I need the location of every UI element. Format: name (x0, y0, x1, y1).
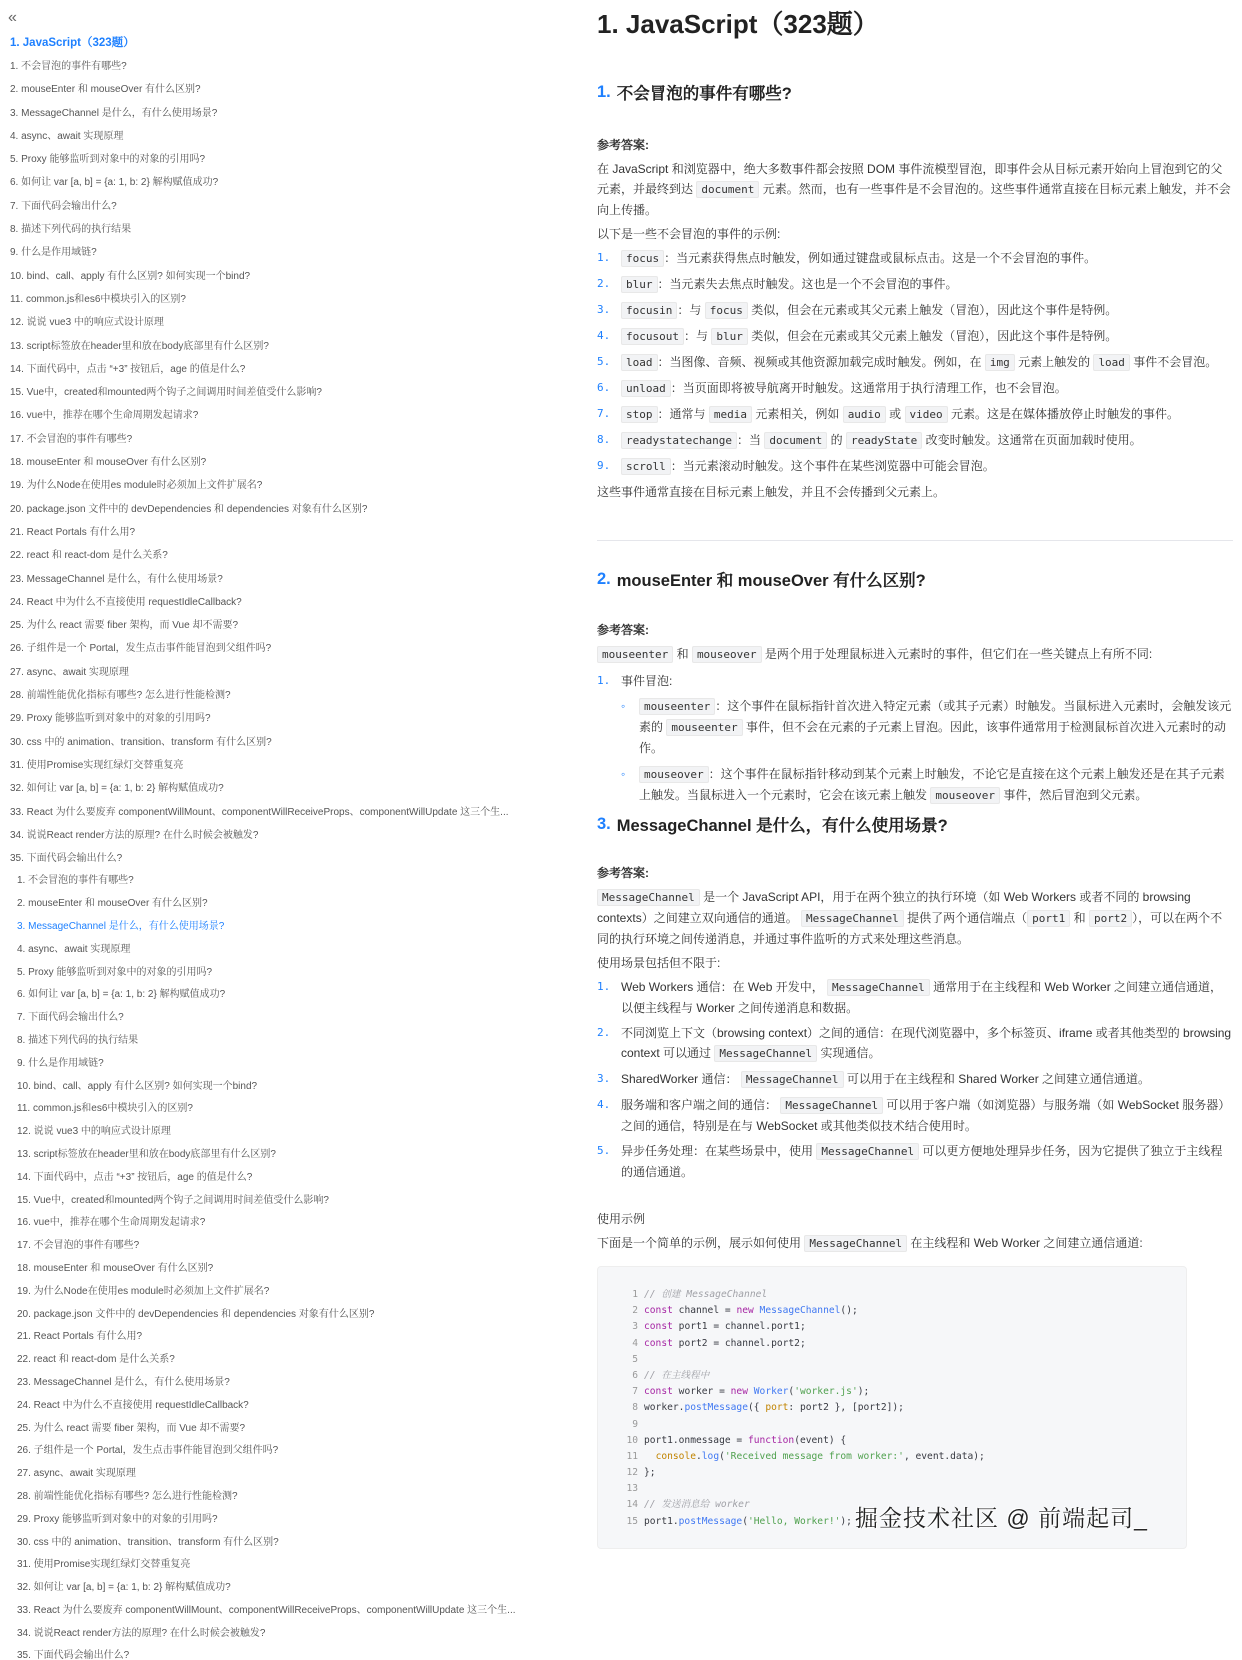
list-item (597, 274, 1233, 295)
list-number: 1. (597, 251, 611, 264)
code-token: 'Hello, Worker!' (747, 1515, 841, 1527)
code-token: ); (840, 1515, 852, 1527)
code-token: , event.data); (903, 1450, 985, 1462)
toc-subitem[interactable]: 27. async、await 实现原理 (17, 1468, 136, 1480)
text: ：当图像、音频、视频或其他资源加载完成时触发。例如，在 (657, 355, 982, 369)
list-item (597, 1095, 1233, 1136)
code-line (618, 1384, 1186, 1400)
code-token: ( (742, 1515, 748, 1527)
text: 和 (676, 647, 689, 661)
text: ：通常与 (657, 407, 706, 421)
toc-item[interactable]: 18. mouseEnter 和 mouseOver 有什么区别? (10, 457, 207, 469)
toc-subitem[interactable]: 1. 不会冒泡的事件有哪些? (17, 875, 134, 887)
code-token: Worker (753, 1386, 789, 1398)
toc-subitem[interactable]: 8. 描述下列代码的执行结果 (17, 1034, 139, 1046)
q3-scenes-intro: 使用场景包括但不限于: (597, 956, 721, 970)
code-token: port2 = channel.port2; (672, 1337, 806, 1349)
list-number: 9. (597, 459, 611, 472)
q1-list-intro: 以下是一些不会冒泡的事件的示例: (597, 227, 781, 241)
toc-item[interactable]: 6. 如何让 var [a, b] = {a: 1, b: 2} 解构赋值成功? (10, 177, 219, 189)
code-line (618, 1287, 1186, 1303)
line-number: 9 (632, 1418, 638, 1430)
list-item (597, 977, 1233, 1018)
list-number: 3. (597, 303, 611, 316)
toc-subitem[interactable]: 29. Proxy 能够监听到对象中的对象的引用吗? (17, 1513, 218, 1525)
toc-item[interactable]: 24. React 中为什么不直接使用 requestIdleCallback? (10, 596, 242, 608)
inline-code: unload (621, 380, 671, 397)
list-item (597, 378, 1233, 399)
question-3-heading (597, 812, 1233, 836)
inline-code: MessageChannel (714, 1045, 817, 1062)
inline-code: stop (621, 406, 658, 423)
toc-subitem[interactable]: 18. mouseEnter 和 mouseOver 有什么区别? (17, 1262, 214, 1274)
inline-code: load (1093, 354, 1130, 371)
toc-subitem[interactable]: 28. 前端性能优化指标有哪些? 怎么进行性能检测? (17, 1490, 238, 1502)
code-token: new (730, 1386, 748, 1398)
toc-subitem[interactable]: 35. 下面代码会输出什么? (17, 1650, 130, 1660)
inline-code: img (985, 354, 1015, 371)
toc-subitem[interactable]: 25. 为什么 react 需要 fiber 架构，而 Vue 却不需要? (17, 1422, 246, 1434)
list-item (597, 1023, 1233, 1064)
text: 事件冒泡: (621, 674, 673, 688)
text: 不同浏览上下文（browsing context）之间的通信：在现代浏览器中，多个标签页、iframe 或者其他类型的 browsing context 可以通过 (621, 1026, 1232, 1060)
inline-code: focus (705, 302, 748, 319)
inline-code: focus (621, 250, 664, 267)
inline-code: mouseover (930, 787, 1000, 804)
toc-item[interactable]: 27. async、await 实现原理 (10, 666, 129, 678)
toc-item[interactable]: 5. Proxy 能够监听到对象中的对象的引用吗? (10, 154, 206, 166)
inline-code: load (621, 354, 658, 371)
toc-subitem[interactable]: 12. 说说 vue3 中的响应式设计原理 (17, 1126, 171, 1138)
text: 在主线程和 Web Worker 之间建立通信通道: (910, 1236, 1143, 1250)
inline-code: port1 (1027, 910, 1070, 927)
line-number: 7 (632, 1386, 638, 1398)
toc-item[interactable]: 26. 子组件是一个 Portal，发生点击事件能冒泡到父组件吗? (10, 643, 272, 655)
inline-code: mouseover (692, 646, 762, 663)
code-token: channel = (672, 1305, 737, 1317)
text: ：当元素滚动时触发。这个事件在某些浏览器中可能会冒泡。 (670, 459, 995, 473)
code-line (618, 1368, 1186, 1384)
text: ：当 (736, 433, 761, 447)
toc-item[interactable]: 23. MessageChannel 是什么，有什么使用场景? (10, 573, 223, 585)
toc-subitem[interactable]: 13. script标签放在header里和放在body底部里有什么区别? (17, 1148, 276, 1160)
inline-code: MessageChannel (816, 1143, 919, 1160)
toc-item[interactable]: 8. 描述下列代码的执行结果 (10, 224, 132, 236)
inline-code: MessageChannel (780, 1097, 883, 1114)
text: 元素相关，例如 (755, 407, 840, 421)
q1-outro: 这些事件通常直接在目标元素上触发，并且不会传播到父元素上。 (597, 485, 946, 499)
list-number: 2. (597, 1026, 611, 1039)
question-title: MessageChannel 是什么，有什么使用场景? (616, 817, 948, 835)
inline-code: audio (843, 406, 886, 423)
text: ：与 (677, 303, 702, 317)
line-number: 1 (632, 1289, 638, 1300)
toc-subitem[interactable]: 34. 说说React render方法的原理? 在什么时候会被触发? (17, 1627, 266, 1639)
list-number: 4. (597, 1098, 611, 1111)
toc-item[interactable]: 15. Vue中，created和mounted两个钩子之间调用时间差值受什么影响? (10, 387, 322, 399)
list-number: 1. (597, 674, 611, 687)
text: 是一个 JavaScript API，用于在两个独立的执行环境（如 Web Workers 或者不同的 browsing contexts）之间建立双向通信的通道。 (597, 890, 1191, 925)
q2-intro (597, 644, 1233, 665)
toc-item[interactable]: 16. vue中，推荐在哪个生命周期发起请求? (10, 410, 199, 422)
list-item (597, 430, 1233, 451)
text: 的 (830, 433, 843, 447)
code-token: log (701, 1450, 720, 1462)
list-number: 2. (597, 277, 611, 290)
toc-item[interactable]: 20. package.json 文件中的 devDependencies 和 dependencies 对象有什么区别? (10, 503, 368, 515)
toc-item[interactable]: 12. 说说 vue3 中的响应式设计原理 (10, 317, 164, 329)
list-number: 1. (597, 980, 611, 993)
code-line (618, 1449, 1186, 1465)
code-token: port1. (644, 1515, 679, 1527)
list-item (597, 300, 1233, 321)
line-number: 11 (626, 1450, 638, 1462)
question-number: 2. (597, 569, 611, 588)
inline-code: mouseover (639, 766, 709, 783)
reference-answer-label: 参考答案: (597, 866, 649, 880)
toc-subitem[interactable]: 30. css 中的 animation、transition、transform 有什么区别? (17, 1536, 279, 1548)
inline-code: MessageChannel (597, 889, 700, 906)
text: 可以更方便地处理异步任务，因为它提供了独立于主线程的通信通道。 (621, 1144, 1223, 1179)
text: 通常用于在主线程和 Web Worker 之间建立通信通道，以便主线程与 Worker 之间传递消息和数据。 (621, 980, 1223, 1015)
toc-item[interactable]: 14. 下面代码中，点击 “+3” 按钮后，age 的值是什么? (10, 363, 246, 375)
text: 和 (1073, 911, 1086, 925)
toc-item[interactable]: 10. bind、call、apply 有什么区别? 如何实现一个bind? (10, 270, 251, 282)
code-token: port1.onmessage = (644, 1434, 748, 1446)
list-number: 5. (597, 355, 611, 368)
code-token: 'Received message from worker:' (724, 1450, 904, 1462)
code-token: : port2 }, [port2]); (788, 1402, 904, 1414)
line-number: 3 (632, 1321, 638, 1333)
toc-item[interactable]: 22. react 和 react-dom 是什么关系? (10, 550, 168, 562)
code-token: }; (644, 1467, 656, 1479)
code-token: port1 = channel.port1; (672, 1321, 806, 1333)
list-item (621, 764, 1233, 806)
code-token: (); (840, 1305, 858, 1317)
line-number: 13 (626, 1483, 638, 1495)
list-item (597, 1141, 1233, 1182)
toc-subitem[interactable]: 11. common.js和es6中模块引入的区别? (17, 1103, 193, 1115)
list-number: 4. (597, 329, 611, 342)
watermark: 掘金技术社区 @ 前端起司_ (855, 1505, 1148, 1531)
list-number: 8. (597, 433, 611, 446)
question-title: 不会冒泡的事件有哪些? (616, 85, 792, 103)
list-item (597, 248, 1233, 269)
toc-subitem[interactable]: 26. 子组件是一个 Portal，发生点击事件能冒泡到父组件吗? (17, 1445, 279, 1457)
text: ），可以在两个不同的执行环境之间传递消息，并通过事件监听的方式来处理这些消息。 (597, 911, 1223, 946)
reference-answer-label: 参考答案: (597, 623, 649, 637)
toc-subitem[interactable]: 24. React 中为什么不直接使用 requestIdleCallback? (17, 1399, 249, 1411)
toc-subitem[interactable]: 15. Vue中，created和mounted两个钩子之间调用时间差值受什么影响? (17, 1194, 329, 1206)
toc-subitem[interactable]: 21. React Portals 有什么用? (17, 1331, 143, 1343)
text: ：当元素失去焦点时触发。这也是一个不会冒泡的事件。 (657, 277, 958, 291)
code-token: new (736, 1305, 754, 1317)
toc-item[interactable]: 13. script标签放在header里和放在body底部里有什么区别? (10, 340, 269, 352)
code-token: function (747, 1434, 795, 1446)
code-line (618, 1465, 1186, 1481)
text: ：当元素获得焦点时触发，例如通过键盘或鼠标点击。这是一个不会冒泡的事件。 (664, 251, 1097, 265)
toc-item[interactable]: 35. 下面代码会输出什么? (10, 853, 123, 865)
toc-subitem[interactable]: 19. 为什么Node在使用es module时必须加上文件扩展名? (17, 1285, 270, 1297)
toc-sidebar (0, 0, 555, 1660)
code-token: postMessage (678, 1515, 743, 1527)
toc-subitem[interactable]: 5. Proxy 能够监听到对象中的对象的引用吗? (17, 966, 213, 978)
toc-item[interactable]: 9. 什么是作用域链? (10, 247, 97, 259)
toc-item[interactable]: 11. common.js和es6中模块引入的区别? (10, 293, 186, 305)
toc-subitem[interactable]: 7. 下面代码会输出什么? (17, 1012, 124, 1024)
inline-code: focusin (621, 302, 677, 319)
toc-item[interactable]: 1. 不会冒泡的事件有哪些? (10, 61, 127, 72)
line-number: 15 (626, 1515, 638, 1527)
toc-subitem[interactable]: 14. 下面代码中，点击 “+3” 按钮后，age 的值是什么? (17, 1171, 253, 1183)
code-token: 'worker.js' (794, 1386, 858, 1398)
toc-title[interactable]: 1. JavaScript（323题） (10, 37, 135, 49)
text: 或 (889, 407, 902, 421)
text: 可以用于客户端（如浏览器）与服务端（如 WebSocket 服务器）之间的通信，特别是在与 WebSocket 或其他类似技术结合使用时。 (621, 1098, 1231, 1133)
text: ：当页面即将被导航离开时触发。这通常用于执行清理工作，也不会冒泡。 (670, 381, 1067, 395)
line-number: 6 (632, 1369, 638, 1381)
question-number: 3. (597, 814, 611, 833)
text: ：这个事件在鼠标指针移动到某个元素上时触发，不论它是直接在这个元素上触发还是在其子元素上触发。当鼠标进入一个元素时，它会在该元素上触发 (639, 767, 1225, 802)
code-token: console (655, 1450, 696, 1462)
toc-item[interactable]: 29. Proxy 能够监听到对象中的对象的引用吗? (10, 713, 211, 725)
question-title: mouseEnter 和 mouseOver 有什么区别? (616, 572, 926, 590)
toc-item[interactable]: 7. 下面代码会输出什么? (10, 200, 117, 212)
text: 可以用于在主线程和 Shared Worker 之间建立通信通道。 (846, 1072, 1151, 1086)
toc-subitem[interactable]: 31. 使用Promise实现红绿灯交替重复亮 (17, 1559, 191, 1571)
toc-subitem[interactable]: 6. 如何让 var [a, b] = {a: 1, b: 2} 解构赋值成功? (17, 989, 226, 1001)
text: 服务端和客户端之间的通信： (621, 1098, 778, 1112)
code-token: worker = (672, 1386, 731, 1398)
inline-code: mouseenter (666, 719, 742, 736)
q3-scene-list (597, 977, 1233, 1182)
inline-code: media (709, 406, 752, 423)
code-token: worker. (644, 1402, 685, 1414)
page-title: 1. JavaScript（323题） (597, 9, 879, 39)
code-line (618, 1481, 1186, 1497)
code-token: const (644, 1321, 673, 1333)
question-1-heading (597, 80, 1233, 104)
inline-code: mouseenter (597, 646, 673, 663)
q1-event-list (597, 248, 1233, 477)
text: 元素上触发的 (1018, 355, 1091, 369)
question-number: 1. (597, 82, 611, 101)
toc-subitem[interactable]: 33. React 为什么要废弃 componentWillMount、componentWillReceiveProps、componentWillUpdate 这三个生... (17, 1604, 516, 1616)
toc-subitem[interactable]: 4. async、await 实现原理 (17, 943, 131, 955)
text: 在 JavaScript 和浏览器中，绝大多数事件都会按照 DOM 事件流模型冒泡，即事件会从目标元素开始向上冒泡到它的父元素，并最终到达 (597, 162, 1223, 196)
toc-subitem[interactable]: 2. mouseEnter 和 mouseOver 有什么区别? (17, 898, 208, 910)
code-token: port (765, 1402, 789, 1414)
inline-code: mouseenter (639, 698, 715, 715)
line-number: 5 (632, 1353, 638, 1365)
line-number: 2 (632, 1305, 638, 1317)
collapse-sidebar-icon[interactable]: « (8, 9, 17, 26)
example-intro (597, 1233, 1233, 1254)
toc-subitem[interactable]: 16. vue中，推荐在哪个生命周期发起请求? (17, 1217, 206, 1229)
list-item (597, 1069, 1233, 1090)
toc-item[interactable]: 17. 不会冒泡的事件有哪些? (10, 433, 133, 445)
code-line (618, 1336, 1186, 1352)
text: ：与 (683, 329, 708, 343)
inline-code: MessageChannel (827, 979, 930, 996)
toc-item[interactable]: 3. MessageChannel 是什么，有什么使用场景? (10, 107, 218, 119)
toc-item[interactable]: 25. 为什么 react 需要 fiber 架构，而 Vue 却不需要? (10, 620, 239, 632)
code-token: postMessage (684, 1402, 748, 1414)
line-number: 4 (632, 1337, 638, 1349)
text: Web Workers 通信：在 Web 开发中， (621, 980, 824, 994)
toc-item[interactable]: 4. async、await 实现原理 (10, 130, 124, 142)
toc-subitem[interactable]: 32. 如何让 var [a, b] = {a: 1, b: 2} 解构赋值成功? (17, 1582, 231, 1594)
text: 异步任务处理：在某些场景中，使用 (621, 1144, 814, 1158)
text: 元素。这是在媒体播放停止时触发的事件。 (950, 407, 1179, 421)
text: 下面是一个简单的示例，展示如何使用 (597, 1236, 802, 1250)
inline-code: blur (711, 328, 748, 345)
text: 改变时触发。这通常在页面加载时使用。 (925, 433, 1142, 447)
toc-item[interactable]: 2. mouseEnter 和 mouseOver 有什么区别? (10, 84, 201, 96)
list-item (597, 404, 1233, 425)
text: 元素。然而，也有一些事件是不会冒泡的。这些事件通常直接在目标元素上触发，并不会向上传播。 (597, 182, 1231, 217)
inline-code: scroll (621, 458, 671, 475)
inline-code: MessageChannel (801, 910, 904, 927)
code-line (618, 1400, 1186, 1416)
article-content (597, 0, 1233, 1660)
toc-subitem[interactable]: 20. package.json 文件中的 devDependencies 和 dependencies 对象有什么区别? (17, 1308, 375, 1320)
toc-subitem-active[interactable]: 3. MessageChannel 是什么，有什么使用场景? (17, 920, 225, 932)
line-number: 8 (632, 1402, 638, 1414)
code-line (618, 1303, 1186, 1319)
list-number: 6. (597, 381, 611, 394)
toc-subitem[interactable]: 10. bind、call、apply 有什么区别? 如何实现一个bind? (17, 1080, 258, 1092)
code-line (618, 1417, 1186, 1433)
code-token: MessageChannel (759, 1305, 841, 1317)
toc-subitem[interactable]: 23. MessageChannel 是什么，有什么使用场景? (17, 1376, 230, 1388)
inline-code: document (764, 432, 827, 449)
list-number: 5. (597, 1144, 611, 1157)
list-item (597, 671, 1233, 691)
text: 提供了两个通信端点（ (907, 911, 1028, 925)
q2-sub-list (621, 696, 1233, 806)
code-token: // 发送消息给 worker (644, 1499, 750, 1511)
code-token: // 创建 MessageChannel (644, 1289, 768, 1300)
code-token: . (696, 1450, 702, 1462)
line-number: 12 (626, 1467, 638, 1479)
inline-code: document (696, 181, 759, 198)
text: 类似，但会在元素或其父元素上触发（冒泡），因此这个事件是特例。 (751, 329, 1118, 343)
question-2-heading (597, 567, 1233, 591)
code-token: ( (788, 1386, 795, 1398)
list-number: 3. (597, 1072, 611, 1085)
line-number: 14 (626, 1499, 638, 1511)
toc-item[interactable]: 34. 说说React render方法的原理? 在什么时候会被触发? (10, 829, 259, 841)
code-token: // 在主线程中 (644, 1369, 710, 1381)
reference-answer-label: 参考答案: (597, 138, 649, 152)
example-label: 使用示例 (597, 1212, 646, 1226)
inline-code: port2 (1089, 910, 1132, 927)
toc-subitem[interactable]: 22. react 和 react-dom 是什么关系? (17, 1354, 175, 1366)
text: ：这个事件在鼠标指针首次进入特定元素（或其子元素）时触发。当鼠标进入元素时，会触发该元素的 (639, 699, 1232, 734)
inline-code: readystatechange (621, 432, 737, 449)
text: 事件，但不会在元素的子元素上冒泡。因此，该事件通常用于检测鼠标首次进入元素时的动作。 (639, 720, 1226, 755)
list-item (597, 456, 1233, 477)
toc-item[interactable]: 19. 为什么Node在使用es module时必须加上文件扩展名? (10, 480, 263, 492)
code-token: ({ (747, 1402, 766, 1414)
code-line (618, 1352, 1186, 1368)
code-token: const (644, 1337, 673, 1349)
list-item (597, 352, 1233, 373)
inline-code: focusout (621, 328, 684, 345)
text: 类似，但会在元素或其父元素上触发（冒泡），因此这个事件是特例。 (751, 303, 1118, 317)
inline-code: blur (621, 276, 658, 293)
code-token: const (644, 1305, 673, 1317)
toc-item[interactable]: 33. React 为什么要废弃 componentWillMount、componentWillReceiveProps、componentWillUpdate 这三个生... (10, 806, 509, 818)
toc-subitem[interactable]: 17. 不会冒泡的事件有哪些? (17, 1240, 140, 1252)
text: 事件不会冒泡。 (1133, 355, 1218, 369)
list-item (621, 696, 1233, 758)
toc-subitem[interactable]: 9. 什么是作用域链? (17, 1057, 104, 1069)
code-token: const (644, 1386, 673, 1398)
text: SharedWorker 通信： (621, 1072, 738, 1086)
inline-code: video (905, 406, 948, 423)
code-token: (event) { (794, 1434, 847, 1446)
code-line (618, 1433, 1186, 1449)
text: 实现通信。 (820, 1046, 881, 1060)
inline-code: MessageChannel (741, 1071, 844, 1088)
list-number: 7. (597, 407, 611, 420)
toc-list (0, 55, 555, 1660)
code-token (644, 1451, 656, 1462)
toc-item[interactable]: 30. css 中的 animation、transition、transform 有什么区别? (10, 736, 272, 748)
q1-intro (597, 159, 1233, 220)
text: 是两个用于处理鼠标进入元素时的事件，但它们在一些关键点上有所不同: (764, 647, 1153, 661)
toc-item[interactable]: 32. 如何让 var [a, b] = {a: 1, b: 2} 解构赋值成功? (10, 783, 224, 795)
text: 事件，然后冒泡到父元素。 (1003, 788, 1148, 802)
code-token: ); (857, 1386, 870, 1398)
q3-intro (597, 887, 1233, 949)
inline-code: MessageChannel (804, 1235, 907, 1252)
q2-point-list (597, 671, 1233, 691)
code-line (618, 1319, 1186, 1335)
line-number: 10 (626, 1434, 638, 1446)
toc-item[interactable]: 21. React Portals 有什么用? (10, 526, 136, 538)
list-item (597, 326, 1233, 347)
inline-code: readyState (846, 432, 922, 449)
toc-item[interactable]: 31. 使用Promise实现红绿灯交替重复亮 (10, 759, 184, 771)
code-token: ( (719, 1450, 725, 1462)
toc-item[interactable]: 28. 前端性能优化指标有哪些? 怎么进行性能检测? (10, 690, 231, 702)
